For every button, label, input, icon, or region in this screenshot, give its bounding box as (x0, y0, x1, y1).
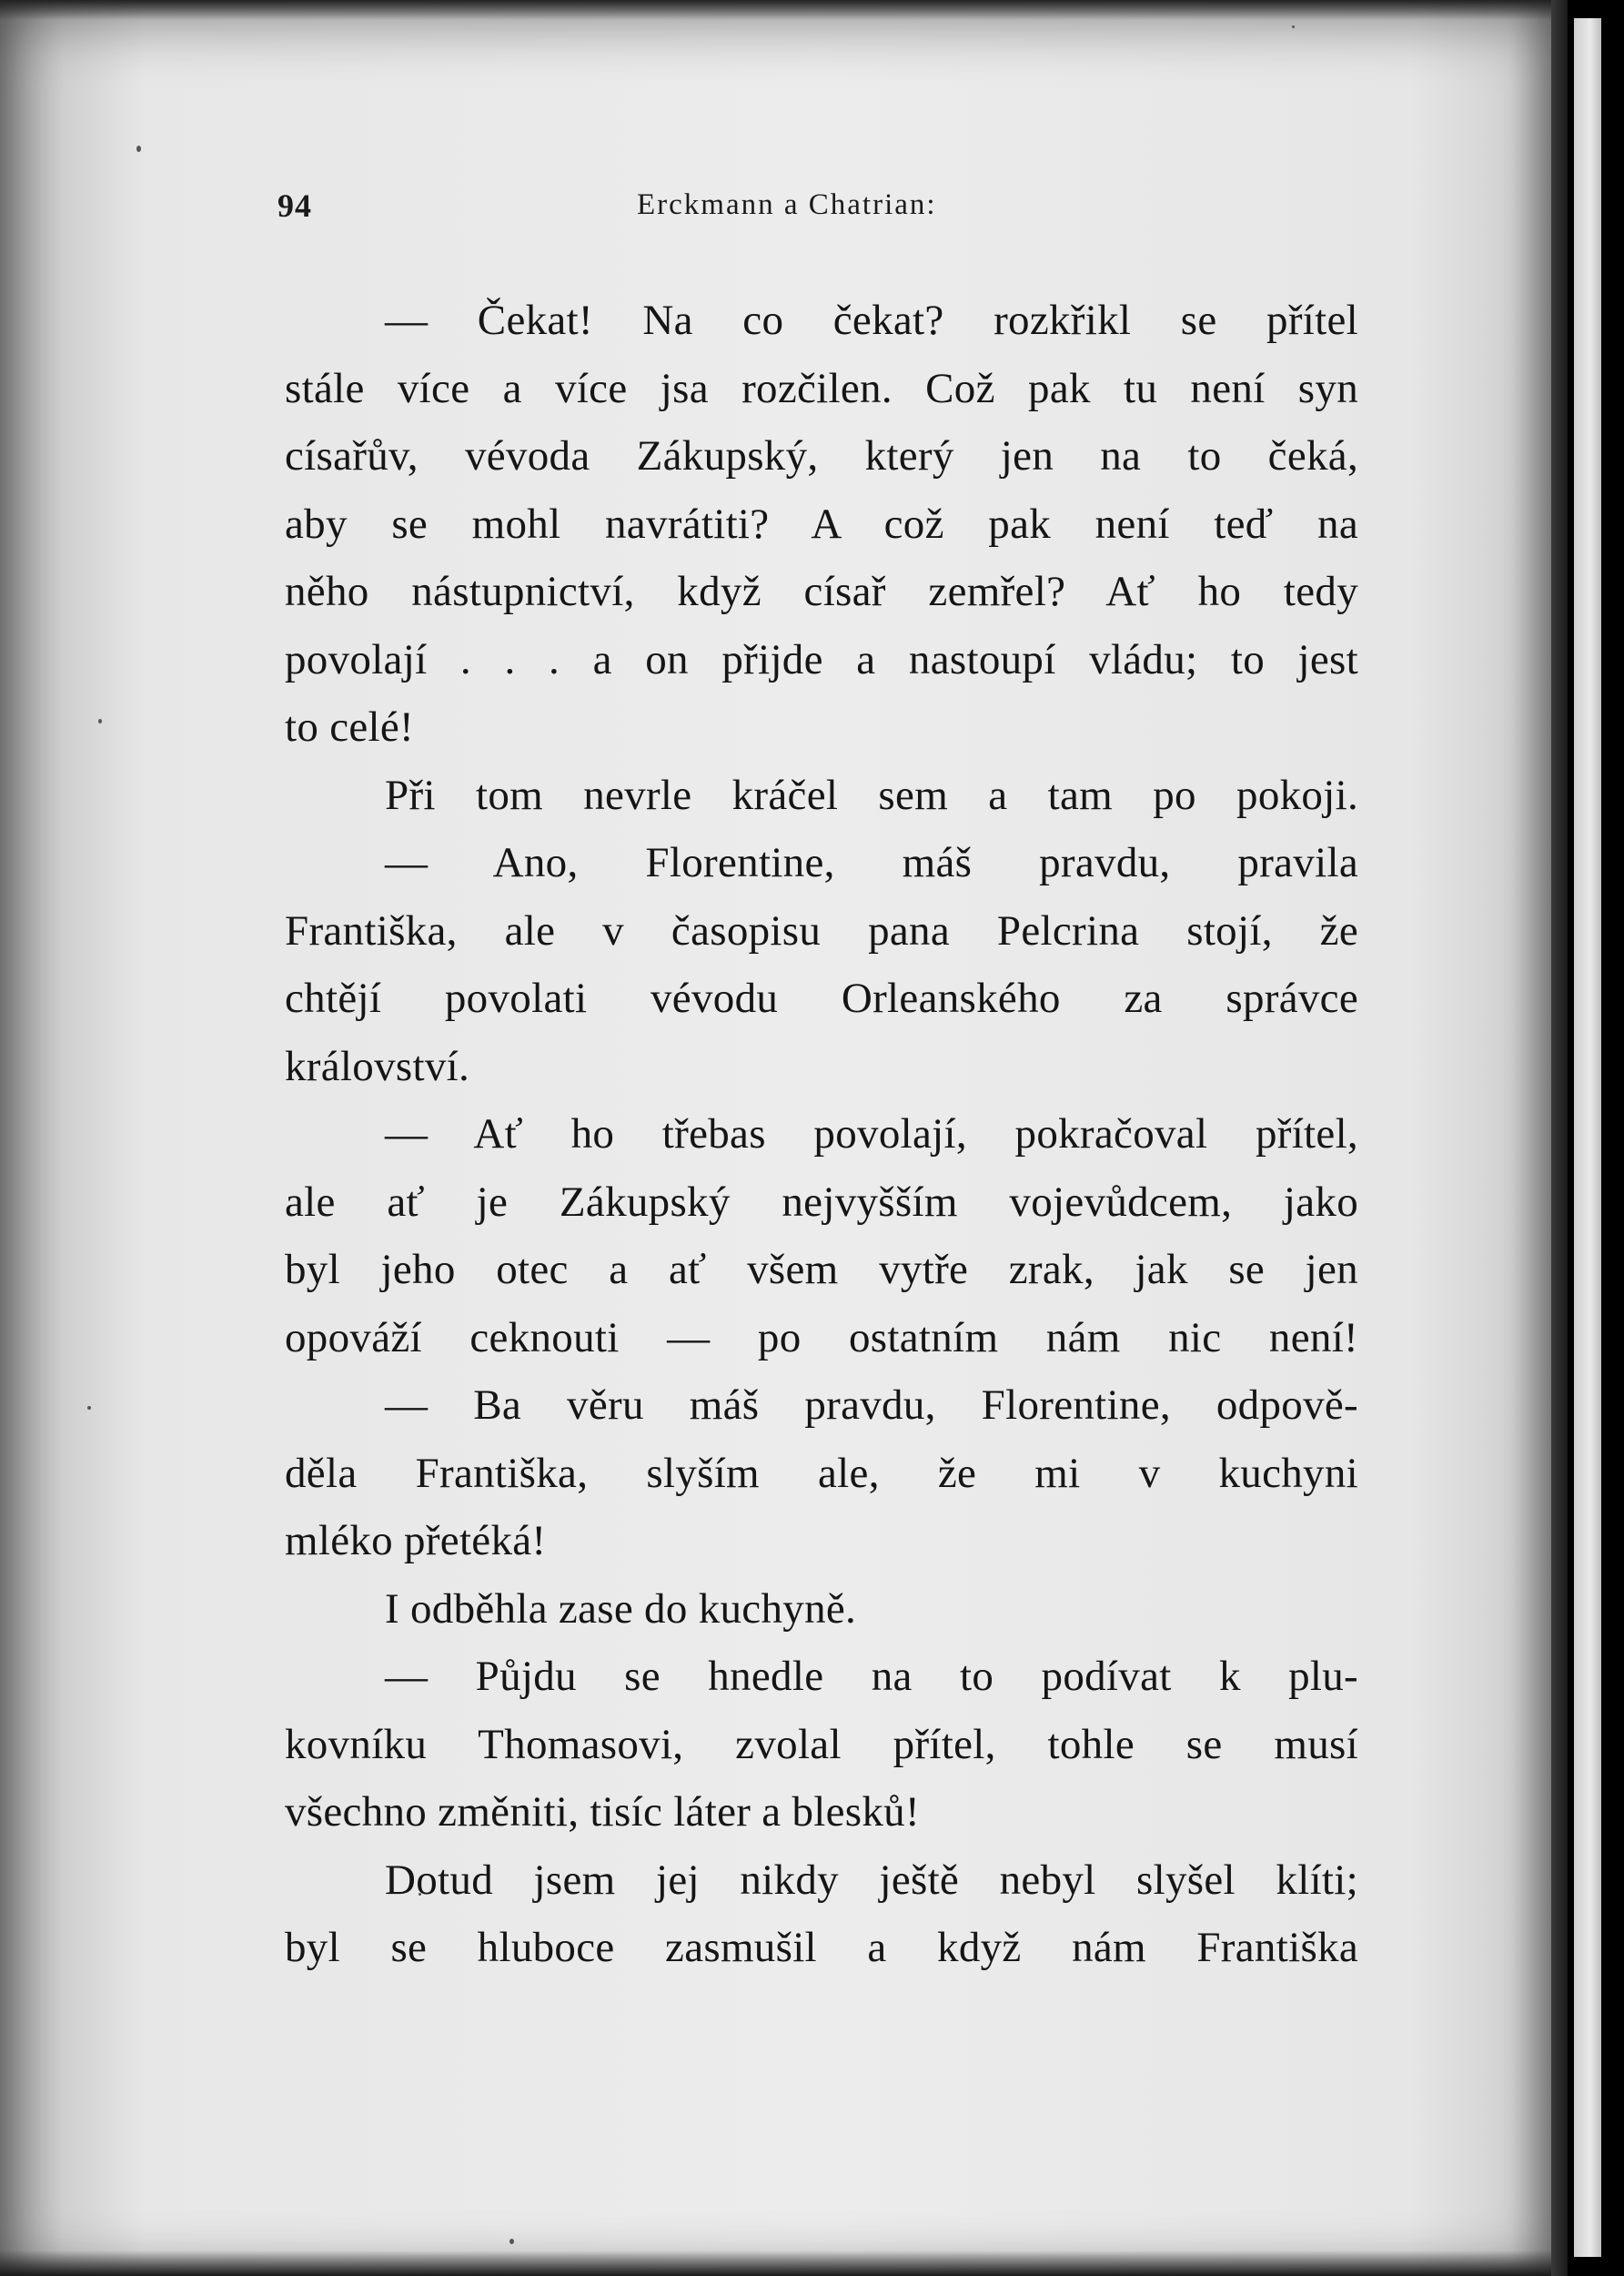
text-line: byl jeho otec a ať všem vytře zrak, jak se jen (285, 1246, 1358, 1293)
body-text (285, 287, 1358, 1982)
text-line: byl se hluboce zasmušil a když nám Františka (285, 1924, 1358, 1971)
text-line: něho nástupnictví, když císař zemřel? Ať ho tedy (285, 568, 1358, 615)
text-line: to celé! (285, 703, 414, 751)
bottom-shadow (0, 2251, 1551, 2276)
text-line: mléko přetéká! (285, 1517, 547, 1564)
text-line: — Čekat! Na co čekat? rozkřikl se přítel (385, 297, 1358, 344)
text-line: opováží ceknouti — po ostatním nám nic není! (285, 1313, 1358, 1361)
text-line: aby se mohl navrátiti? A což pak není teď na (285, 500, 1358, 548)
text-line: Dotud jsem jej nikdy ještě nebyl slyšel klíti; (385, 1856, 1358, 1904)
text-line: I odběhla zase do kuchyně. (385, 1584, 857, 1633)
top-shadow (0, 0, 1551, 20)
text-line: děla Františka, slyším ale, že mi v kuchyni (285, 1449, 1358, 1497)
text-line: Františka, ale v časopisu pana Pelcrina stojí, že (285, 906, 1358, 955)
text-line: císařův, vévoda Zákupský, který jen na to čeká, (285, 432, 1358, 480)
text-line: Při tom nevrle kráčel sem a tam po pokoji. (385, 771, 1358, 819)
running-head: Erckmann a Chatrian: (637, 188, 937, 221)
text-line: — Půjdu se hnedle na to podívat k plu- (385, 1653, 1358, 1700)
text-line: stále více a více jsa rozčilen. Což pak tu není syn (285, 364, 1358, 412)
text-line: kovníku Thomasovi, zvolal přítel, tohle se musí (285, 1720, 1358, 1768)
adjacent-page-sliver (1574, 18, 1601, 2257)
text-line: všechno změniti, tisíc láter a blesků! (285, 1788, 920, 1836)
text-line: ale ať je Zákupský nejvyšším vojevůdcem, jako (285, 1178, 1358, 1226)
text-line: — Ať ho třebas povolají, pokračoval přítel, (385, 1110, 1358, 1158)
text-line: království. (285, 1042, 470, 1090)
page-edge (1551, 0, 1568, 2276)
text-line: povolají . . . a on přijde a nastoupí vládu; to jest (285, 635, 1358, 683)
page-header (277, 187, 1342, 232)
text-line: — Ano, Florentine, máš pravdu, pravila (385, 839, 1358, 886)
text-line: — Ba věru máš pravdu, Florentine, odpově- (385, 1381, 1358, 1429)
page-number: 94 (277, 187, 312, 224)
text-line: chtějí povolati vévodu Orleanského za správce (285, 975, 1358, 1022)
